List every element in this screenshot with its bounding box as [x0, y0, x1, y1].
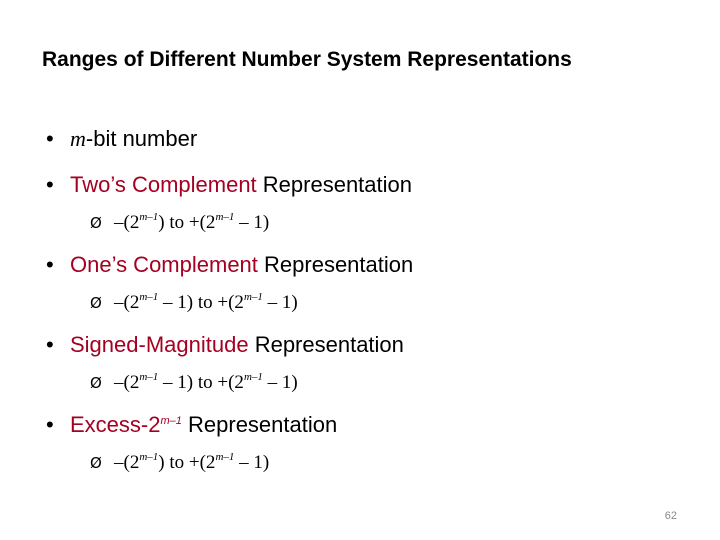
bullet-excess [46, 412, 337, 438]
page-number: 62 [664, 510, 677, 522]
exponent: m–1 [215, 211, 235, 223]
bullet-ones-complement [46, 252, 413, 278]
bullet-marker: • [46, 332, 54, 357]
exponent: m–1 [139, 451, 159, 463]
range-ones-complement: Ø –(2$^{m-1}$ – 1) to $+(2^{m-1} - 1)$ [90, 291, 298, 313]
bullet-twos-complement [46, 172, 412, 198]
bullet-marker: • [46, 172, 54, 197]
variable-m: m [70, 126, 86, 151]
arrow-bullet-icon: Ø [90, 374, 102, 392]
exponent: m–1 [243, 291, 263, 303]
range-twos-complement: Ø –(2$^{m-1}$) to $+(2^{m-1} - 1)$ [90, 211, 270, 233]
bullet-text: Representation [256, 172, 412, 197]
bullet-highlight-label: Signed-Magnitude [70, 332, 249, 357]
bullet-highlight-label: One’s Complement [70, 252, 258, 277]
bullet-text: Representation [257, 252, 414, 277]
exponent: m–1 [139, 211, 159, 223]
range-excess: Ø –(2$^{m-1}$) to $+(2^{m-1} - 1)$ [90, 451, 270, 473]
bullet-text: -bit number [85, 126, 198, 151]
exponent: m–1 [243, 371, 263, 383]
bullet-text: Representation [181, 412, 338, 437]
bullet-highlight-label: Two’s Complement [70, 172, 257, 197]
bullet-marker: • [46, 126, 54, 151]
excess-exponent: m–1 [160, 415, 182, 427]
slide-title: Ranges of Different Number System Representations [42, 48, 572, 71]
arrow-bullet-icon: Ø [90, 454, 102, 472]
bullet-highlight-label: Excess-2 [70, 412, 161, 437]
exponent: m–1 [215, 451, 235, 463]
bullet-marker: • [46, 412, 54, 437]
arrow-bullet-icon: Ø [90, 214, 102, 232]
range-signed-magnitude: Ø –(2$^{m-1}$ – 1) to $+(2^{m-1} - 1)$ [90, 371, 298, 393]
bullet-marker: • [46, 252, 54, 277]
exponent: m–1 [139, 291, 159, 303]
bullet-signed-magnitude [46, 332, 404, 358]
arrow-bullet-icon: Ø [90, 294, 102, 312]
bullet-text: Representation [248, 332, 404, 357]
bullet-m-bit-number [46, 126, 197, 152]
exponent: m–1 [139, 371, 159, 383]
